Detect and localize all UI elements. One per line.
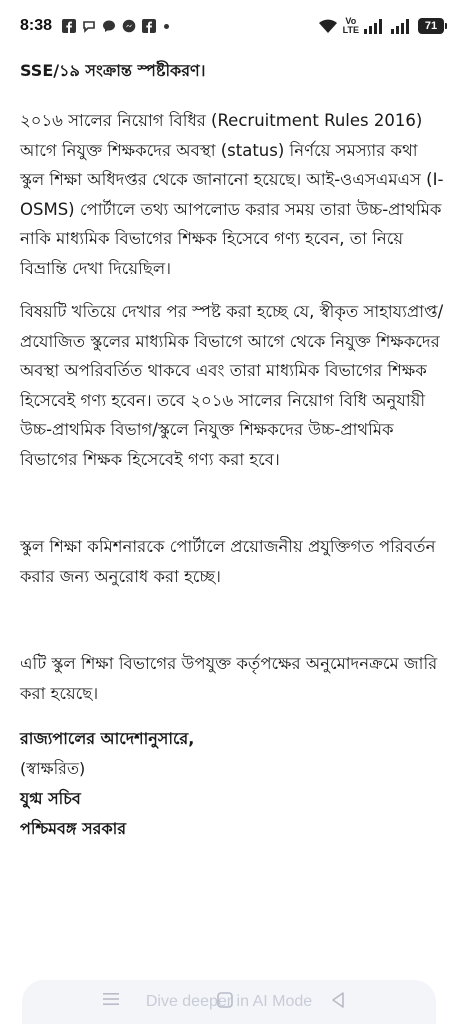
status-time: 8:38 (20, 17, 53, 34)
document-content (20, 58, 444, 844)
chat-bubble-icon (102, 19, 116, 33)
battery-icon: 71 (418, 18, 444, 34)
signature-line-designation: যুগ্ম সচিব (20, 789, 81, 808)
paragraph-4: এটি স্কুল শিক্ষা বিভাগের উপযুক্ত কর্তৃপক্ষের অনুমোদনক্রমে জারি করা হয়েছে। (20, 654, 438, 703)
volte-label (343, 17, 359, 35)
signature-line-signed: (স্বাক্ষরিত) (20, 759, 86, 778)
status-bar (0, 0, 460, 52)
signature-line-government: পশ্চিমবঙ্গ সরকার (20, 819, 127, 838)
back-icon[interactable] (330, 991, 346, 1009)
signature-block (20, 724, 444, 844)
facebook-icon (62, 19, 76, 33)
signal-icon (364, 18, 386, 34)
facebook-icon (142, 19, 156, 33)
volte-label-top: Vo (345, 16, 357, 26)
more-notifications-dot (164, 24, 169, 29)
paragraph-1: ২০১৬ সালের নিয়োগ বিধির (Recruitment Rules 2016) আগে নিযুক্ত শিক্ষকদের অবস্থা (status) নির্ণয়ে সমস্যার কথা স্কুল শিক্ষা অধিদপ্তর থেকে জানানো হয়েছে। আই-ওএসএমএস (I-OSMS) পোর্টালে তথ্য আপলোড করার সময় তারা উচ্চ-প্রাথমিক নাকি মাধ্যমিক বিভাগের শিক্ষক হিসেবে গণ্য হবেন, তা নিয়ে বিভ্রান্তি দেখা দিয়েছিল। (20, 111, 444, 278)
paragraph-2: বিষয়টি খতিয়ে দেখার পর স্পষ্ট করা হচ্ছে যে, স্বীকৃত সাহায্যপ্রাপ্ত/প্রযোজিত স্কুলের মাধ্যমিক বিভাগে আগে থেকে নিযুক্ত শিক্ষকদের অবস্থা অপরিবর্তিত থাকবে এবং তারা মাধ্যমিক বিভাগের শিক্ষক হিসেবেই গণ্য হবেন। তবে ২০১৬ সালের নিয়োগ বিধি অনুযায়ী উচ্চ-প্রাথমিক বিভাগ/স্কুলে নিযুক্ত শিক্ষকদের উচ্চ-প্রাথমিক বিভাগের শিক্ষক হিসেবেই গণ্য করা হবে। (20, 302, 444, 469)
home-icon[interactable] (216, 991, 234, 1009)
status-left (20, 17, 169, 35)
document-title: SSE/১৯ সংক্রান্ত স্পষ্টীকরণ। (20, 61, 206, 80)
volte-label-bottom: LTE (342, 25, 359, 35)
paragraph-3: স্কুল শিক্ষা কমিশনারকে পোর্টালে প্রয়োজনীয় প্রযুক্তিগত পরিবর্তন করার জন্য অনুরোধ করা হচ্ছে। (20, 537, 436, 586)
messenger-icon (122, 19, 136, 33)
status-right (318, 17, 444, 35)
chat-icon (82, 19, 96, 33)
wifi-icon (318, 18, 338, 34)
signal-icon-2 (391, 18, 413, 34)
signature-line-order: রাজ্যপালের আদেশানুসারে, (20, 729, 195, 748)
ai-mode-label[interactable]: Dive deeper in AI Mode (145, 993, 313, 1010)
menu-icon[interactable] (102, 991, 120, 1007)
notification-icons (62, 19, 169, 33)
